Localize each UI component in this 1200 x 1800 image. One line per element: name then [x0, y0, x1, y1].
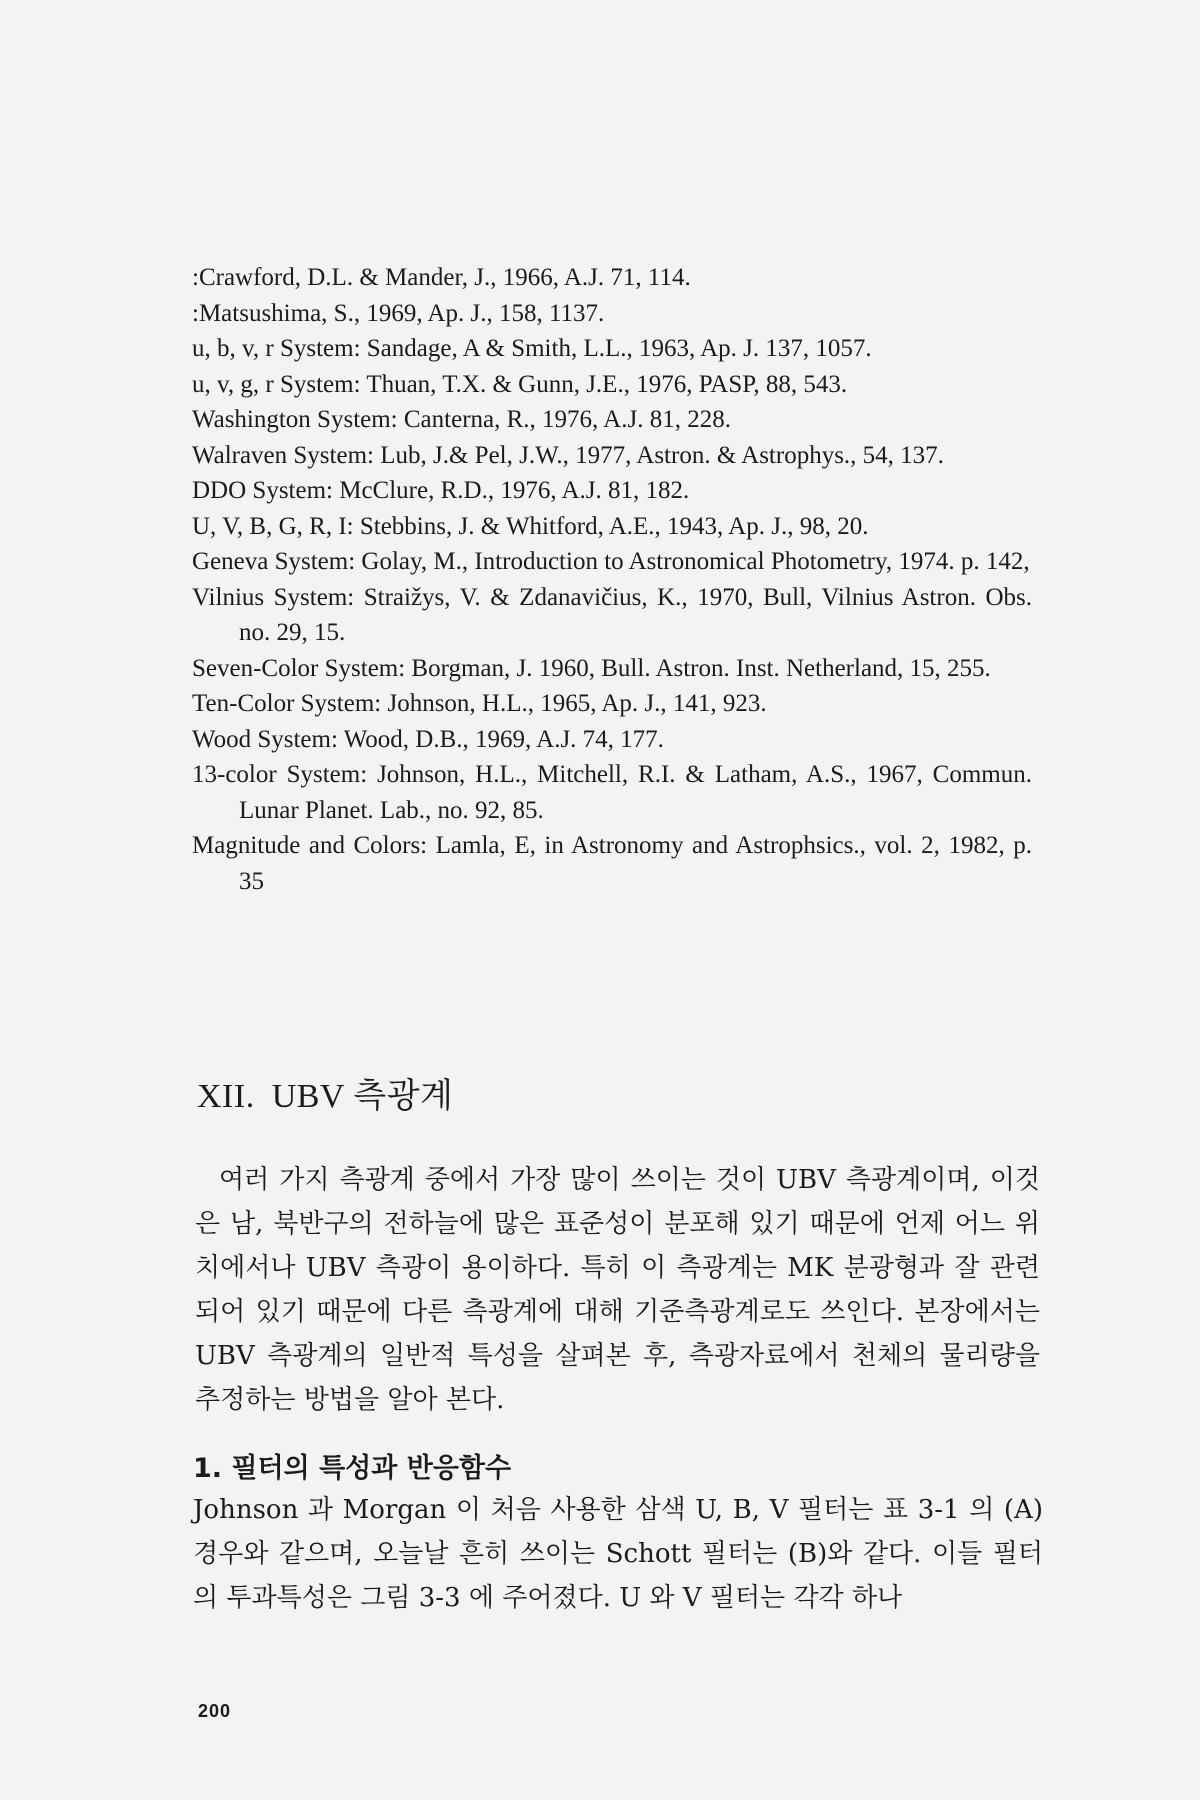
body-paragraph: Johnson 과 Morgan 이 처음 사용한 삼색 U, B, V 필터는 표 3-1 의 (A)경우와 같으며, 오늘날 흔히 쓰이는 Schott 필터는 (B)와 같다. 이들 필터의 투과특성은 그림 3-3 에 주어졌다. U 와 V 필터는 각각 하나 [193, 1495, 1043, 1613]
reference-list [192, 260, 1032, 899]
reference-item: Walraven System: Lub, J.& Pel, J.W., 1977, Astron. & Astrophys., 54, 137. [192, 441, 944, 469]
reference-item: Wood System: Wood, D.B., 1969, A.J. 74, 177. [192, 725, 664, 753]
reference-item: U, V, B, G, R, I: Stebbins, J. & Whitford, A.E., 1943, Ap. J., 98, 20. [192, 512, 869, 540]
reference-item: Ten-Color System: Johnson, H.L., 1965, Ap. J., 141, 923. [192, 690, 767, 717]
body-paragraph-block [193, 1488, 1043, 1620]
reference-item: :Matsushima, S., 1969, Ap. J., 158, 1137. [192, 299, 605, 327]
section-title-text: UBV 측광계 [271, 1078, 454, 1115]
reference-item: u, v, g, r System: Thuan, T.X. & Gunn, J.E., 1976, PASP, 88, 543. [192, 370, 848, 398]
reference-item: DDO System: McClure, R.D., 1976, A.J. 81, 182. [192, 477, 690, 504]
reference-item: Vilnius System: Straižys, V. & Zdanavičius, K., 1970, Bull, Vilnius Astron. Obs. no. 29, 15. [192, 583, 1032, 646]
intro-paragraph: 여러 가지 측광계 중에서 가장 많이 쓰이는 것이 UBV 측광계이며, 이것은 남, 북반구의 전하늘에 많은 표준성이 분포해 있기 때문에 언제 어느 위치에서나 UBV 측광이 용이하다. 특히 이 측광계는 MK 분광형과 잘 관련되어 있기 때문에 다른 측광계에 대해 기준측광계로도 쓰인다. 본장에서는 UBV 측광계의 일반적 특성을 살펴본 후, 측광자료에서 천체의 물리량을 추정하는 방법을 알아 본다. [195, 1165, 1040, 1415]
reference-item: Washington System: Canterna, R., 1976, A.J. 81, 228. [192, 406, 731, 433]
reference-item: Magnitude and Colors: Lamla, E, in Astronomy and Astrophsics., vol. 2, 1982, p. 35 [192, 832, 1032, 895]
reference-item: Geneva System: Golay, M., Introduction to Astronomical Photometry, 1974. p. 142, [192, 548, 1030, 575]
reference-item: Seven-Color System: Borgman, J. 1960, Bull. Astron. Inst. Netherland, 15, 255. [192, 654, 991, 682]
reference-item: :Crawford, D.L. & Mander, J., 1966, A.J. 71, 114. [192, 264, 691, 291]
reference-item: u, b, v, r System: Sandage, A & Smith, L.L., 1963, Ap. J. 137, 1057. [192, 335, 872, 362]
page-number: 200 [198, 1701, 232, 1721]
intro-paragraph-block [195, 1158, 1040, 1422]
subsection-heading: 1. 필터의 특성과 반응함수 [193, 1453, 512, 1484]
reference-item: 13-color System: Johnson, H.L., Mitchell, R.I. & Latham, A.S., 1967, Commun. Lunar Planet. Lab., no. 92, 85. [192, 761, 1032, 824]
section-number: XII. [197, 1078, 255, 1115]
section-heading [197, 1068, 453, 1117]
